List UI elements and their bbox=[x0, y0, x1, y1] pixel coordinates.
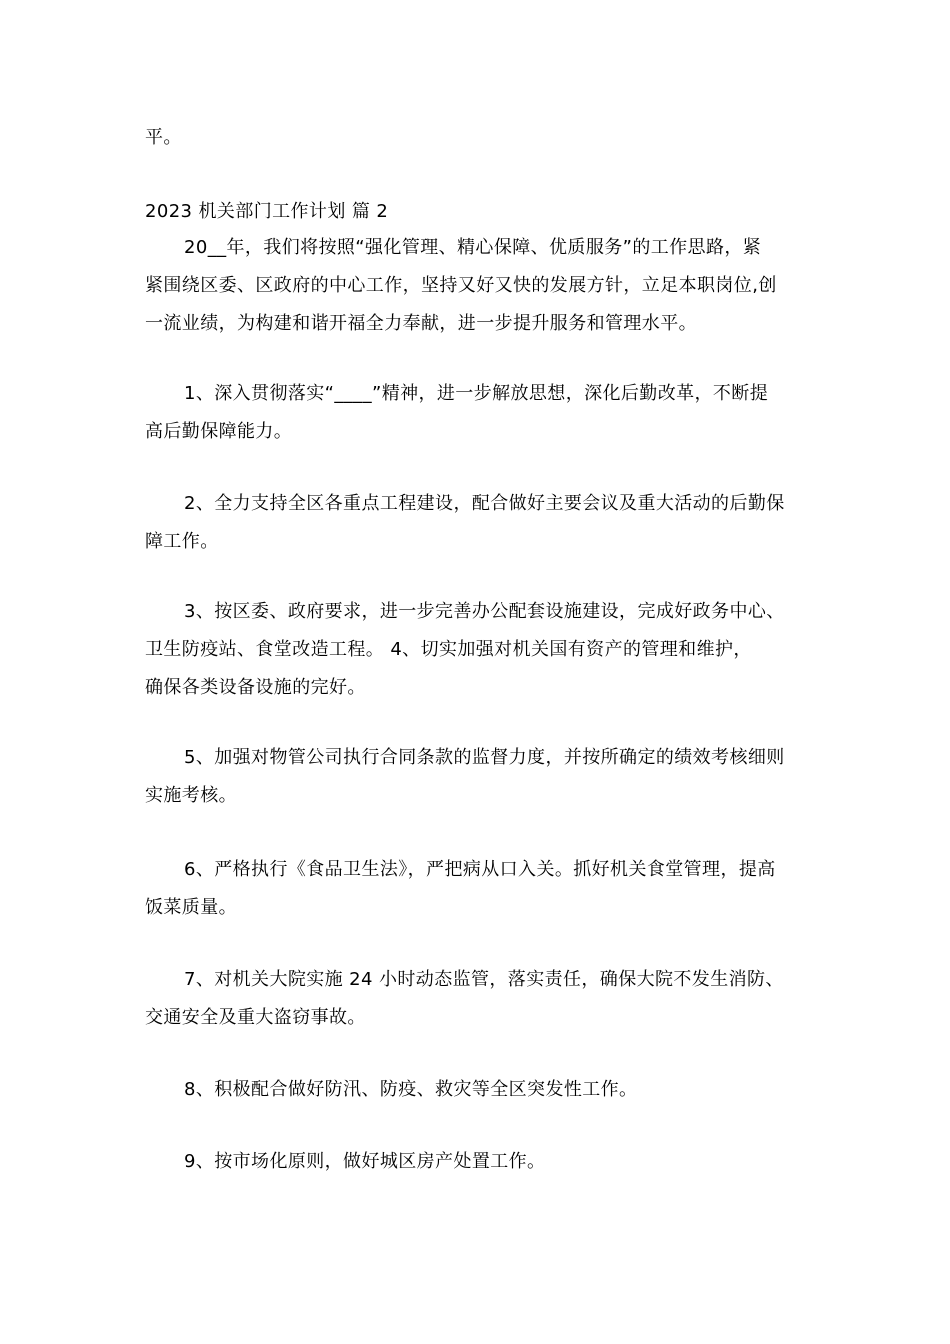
item-7-line-1: 7、对机关大院实施 24 小时动态监管，落实责任，确保大院不发生消防、 bbox=[184, 969, 784, 990]
item-7-line-2: 交通安全及重大盗窃事故。 bbox=[145, 1007, 366, 1028]
item-6-line-2: 饭菜质量。 bbox=[145, 897, 237, 918]
item-3-line-2: 卫生防疫站、食堂改造工程。 4、切实加强对机关国有资产的管理和维护， bbox=[145, 639, 752, 660]
item-3-line-3: 确保各类设备设施的完好。 bbox=[145, 677, 366, 698]
intro-line-3: 一流业绩，为构建和谐开福全力奉献，进一步提升服务和管理水平。 bbox=[145, 313, 697, 334]
top-fragment: 平。 bbox=[145, 127, 182, 148]
item-9-line-1: 9、按市场化原则，做好城区房产处置工作。 bbox=[184, 1151, 546, 1172]
intro-line-2: 紧围绕区委、区政府的中心工作，坚持又好又快的发展方针，立足本职岗位,创 bbox=[145, 275, 777, 296]
item-3-line-1: 3、按区委、政府要求，进一步完善办公配套设施建设，完成好政务中心、 bbox=[184, 601, 785, 622]
intro-line-1: 20__年，我们将按照“强化管理、精心保障、优质服务”的工作思路，紧 bbox=[184, 237, 762, 258]
item-5-line-1: 5、加强对物管公司执行合同条款的监督力度，并按所确定的绩效考核细则 bbox=[184, 747, 785, 768]
item-6-line-1: 6、严格执行《食品卫生法》，严把病从口入关。抓好机关食堂管理，提高 bbox=[184, 859, 776, 880]
item-1-line-1: 1、深入贯彻落实“____”精神，进一步解放思想，深化后勤改革，不断提 bbox=[184, 383, 769, 404]
item-2-line-2: 障工作。 bbox=[145, 531, 219, 552]
item-2-line-1: 2、全力支持全区各重点工程建设，配合做好主要会议及重大活动的后勤保 bbox=[184, 493, 785, 514]
item-1-line-2: 高后勤保障能力。 bbox=[145, 421, 293, 442]
item-5-line-2: 实施考核。 bbox=[145, 785, 237, 806]
section-title: 2023 机关部门工作计划 篇 2 bbox=[145, 201, 389, 222]
item-8-line-1: 8、积极配合做好防汛、防疫、救灾等全区突发性工作。 bbox=[184, 1079, 638, 1100]
